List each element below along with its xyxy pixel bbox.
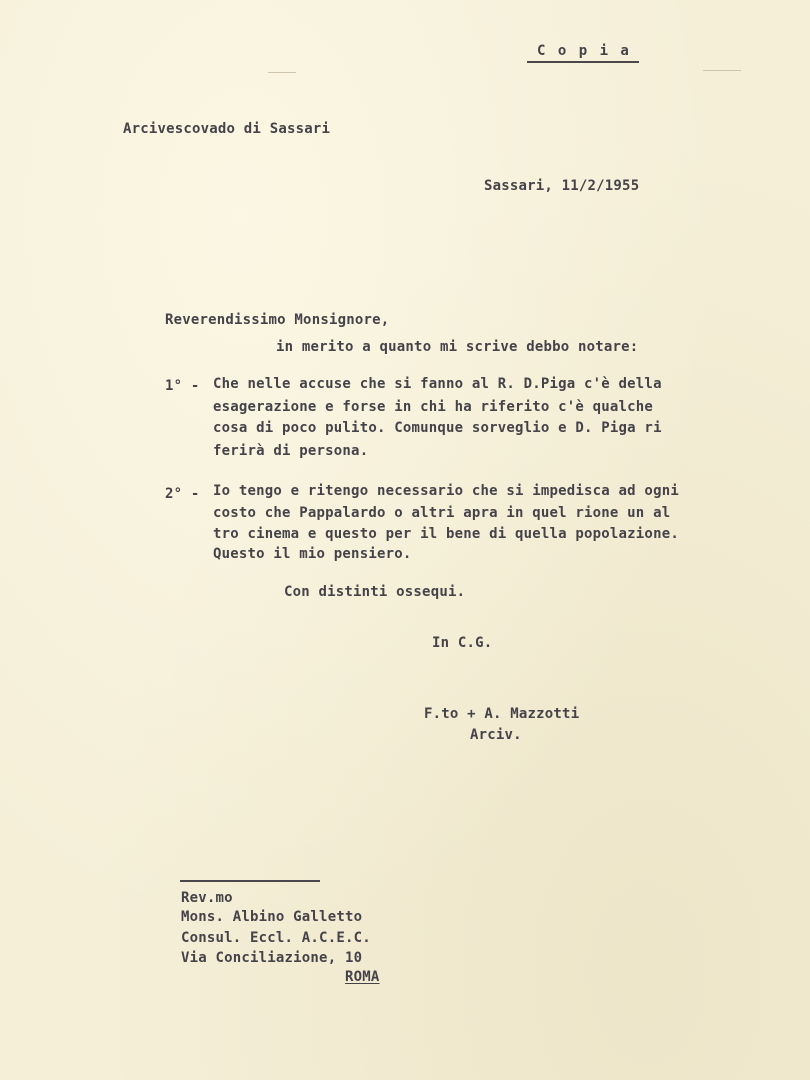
recipient-city: ROMA [345,969,380,985]
point-1-line: cosa di poco pulito. Comunque sorveglio e D. Piga ri [213,420,662,436]
copy-underline [527,61,639,63]
point-2-number: 2° - [165,486,200,502]
margin-mark-left [268,72,296,73]
salutation: Reverendissimo Monsignore, [165,312,390,328]
point-2-line: costo che Pappalardo o altri apra in quel rione un al [213,505,671,521]
recipient-line: Rev.mo [181,890,233,906]
recipient-line: Via Conciliazione, 10 [181,950,363,966]
point-2-line: tro cinema e questo per il bene di quella popolazione. [213,526,679,542]
recipient-rule [180,880,320,882]
point-2-line: Questo il mio pensiero. [213,546,412,562]
sender-heading: Arcivescovado di Sassari [123,121,331,137]
point-2-line: Io tengo e ritengo necessario che si impedisca ad ogni [213,483,679,499]
recipient-line: Mons. Albino Galletto [181,909,363,925]
point-1-line: esagerazione e forse in chi ha riferito c'è qualche [213,399,654,415]
signature-title: Arciv. [470,727,522,743]
point-1-line: ferirà di persona. [213,443,369,459]
date-line: Sassari, 11/2/1955 [484,178,640,194]
point-1-number: 1° - [165,378,200,394]
margin-mark-right [703,70,741,71]
signature-line: F.to + A. Mazzotti [424,706,580,722]
point-1-line: Che nelle accuse che si fanno al R. D.Piga c'è della [213,376,662,392]
recipient-line: Consul. Eccl. A.C.E.C. [181,930,371,946]
intro-line: in merito a quanto mi scrive debbo notare: [276,339,639,355]
in-cg-line: In C.G. [432,635,493,651]
copy-label: C o p i a [537,43,631,59]
closing-line: Con distinti ossequi. [284,584,466,600]
